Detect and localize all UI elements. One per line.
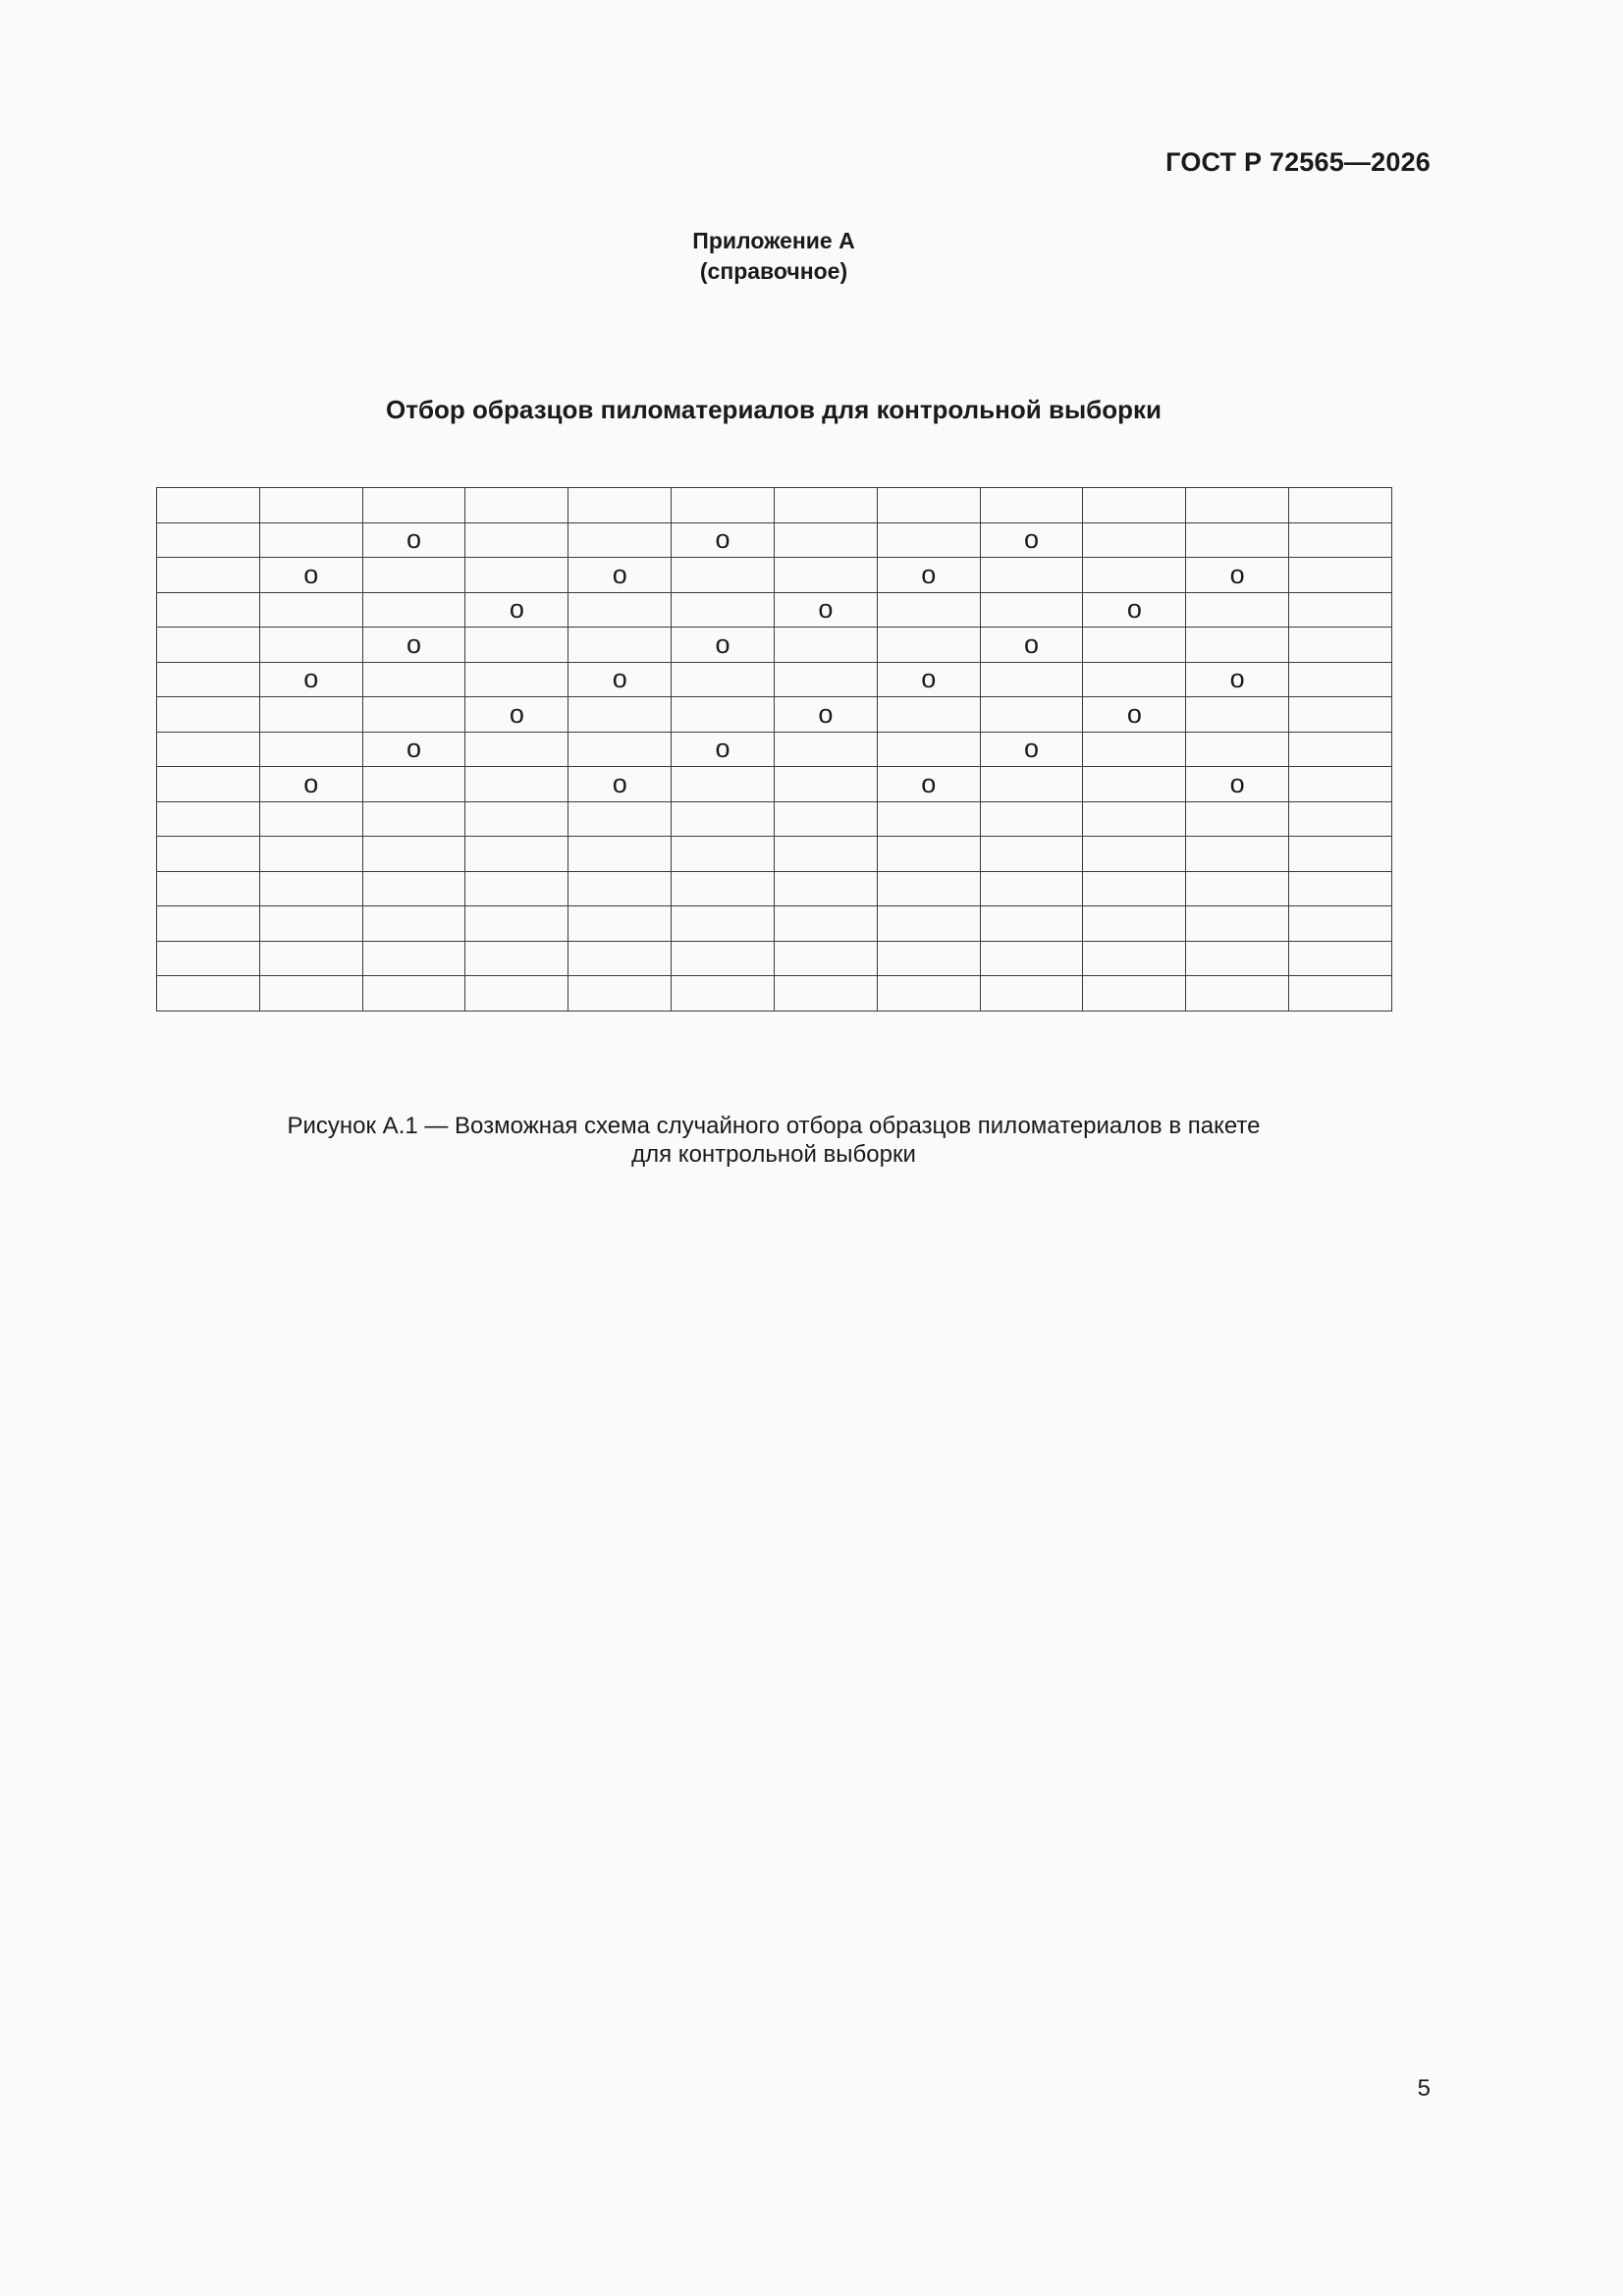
grid-cell [1289,941,1392,976]
grid-cell [465,837,568,872]
grid-cell [774,628,877,663]
grid-cell [1289,697,1392,733]
grid-row [157,732,1392,767]
grid-row [157,697,1392,733]
grid-cell [465,801,568,837]
grid-cell [672,697,775,733]
grid-cell [774,837,877,872]
grid-cell [672,662,775,697]
grid-cell [1083,941,1186,976]
grid-cell-sample-marker: о [259,558,362,593]
grid-cell [980,801,1083,837]
grid-cell [672,558,775,593]
grid-cell [877,697,980,733]
grid-cell [157,558,260,593]
grid-cell [157,801,260,837]
grid-cell [568,941,672,976]
section-title: Отбор образцов пиломатериалов для контрольной выборки [386,395,1162,424]
grid-row [157,837,1392,872]
grid-cell [1083,871,1186,906]
grid-cell [362,592,465,628]
grid-cell [362,906,465,942]
grid-cell [1083,906,1186,942]
grid-cell-sample-marker: о [1186,558,1289,593]
grid-cell [568,871,672,906]
grid-cell-sample-marker: о [980,732,1083,767]
grid-cell [465,976,568,1011]
grid-cell [1289,906,1392,942]
figure-caption [0,1112,1547,1169]
grid-cell [1186,488,1289,523]
grid-cell [465,941,568,976]
grid-cell [259,628,362,663]
grid-cell [1186,732,1289,767]
grid-cell [774,801,877,837]
grid-cell [568,592,672,628]
grid-cell [980,941,1083,976]
grid-cell [1289,732,1392,767]
grid-cell [568,801,672,837]
grid-cell [157,488,260,523]
grid-cell [157,697,260,733]
grid-cell [1186,976,1289,1011]
grid-cell [1186,837,1289,872]
grid-cell [465,488,568,523]
grid-cell [672,906,775,942]
grid-cell [1289,767,1392,802]
grid-cell [465,522,568,558]
grid-row [157,592,1392,628]
grid-cell [157,592,260,628]
grid-cell [465,906,568,942]
grid-cell [362,837,465,872]
grid-cell [1289,837,1392,872]
grid-cell [774,976,877,1011]
grid-cell-sample-marker: о [259,662,362,697]
grid-row [157,941,1392,976]
grid-cell [1289,628,1392,663]
grid-cell [877,941,980,976]
grid-cell [774,941,877,976]
grid-cell [1186,801,1289,837]
grid-cell [1186,697,1289,733]
grid-cell-sample-marker: о [672,628,775,663]
grid-cell [259,488,362,523]
grid-cell [259,592,362,628]
grid-cell [672,488,775,523]
grid-row [157,801,1392,837]
grid-row [157,871,1392,906]
grid-cell [1083,628,1186,663]
grid-cell-sample-marker: о [362,732,465,767]
grid-cell-sample-marker: о [877,558,980,593]
grid-row [157,558,1392,593]
grid-cell [362,941,465,976]
grid-cell [362,767,465,802]
grid-cell [157,941,260,976]
grid-cell [259,976,362,1011]
grid-cell [980,976,1083,1011]
grid-cell [1083,767,1186,802]
grid-cell [877,906,980,942]
grid-cell [362,976,465,1011]
grid-cell [1289,662,1392,697]
grid-cell [568,976,672,1011]
grid-cell [157,767,260,802]
grid-cell [157,976,260,1011]
grid-cell [157,522,260,558]
grid-cell [259,522,362,558]
grid-cell [1186,906,1289,942]
grid-cell-sample-marker: о [774,592,877,628]
grid-cell [980,767,1083,802]
grid-cell [877,488,980,523]
grid-cell-sample-marker: о [672,732,775,767]
grid-cell [980,697,1083,733]
grid-cell-sample-marker: о [1083,592,1186,628]
grid-cell [1289,871,1392,906]
grid-cell [877,837,980,872]
appendix-heading [0,226,1547,287]
grid-cell-sample-marker: о [980,522,1083,558]
grid-cell-sample-marker: о [465,592,568,628]
grid-cell [774,558,877,593]
grid-cell [1083,662,1186,697]
grid-cell [877,871,980,906]
grid-cell [568,522,672,558]
grid-cell [362,697,465,733]
grid-cell [1083,837,1186,872]
grid-row [157,906,1392,942]
grid-cell [465,662,568,697]
figure-caption-line-1: Рисунок А.1 — Возможная схема случайного отбора образцов пиломатериалов в пакете [287,1113,1261,1139]
grid-cell [1186,628,1289,663]
grid-row [157,628,1392,663]
grid-cell [672,941,775,976]
page-number: 5 [1417,2075,1431,2102]
grid-cell [259,906,362,942]
grid-cell [568,732,672,767]
grid-cell-sample-marker: о [1083,697,1186,733]
grid-cell [774,522,877,558]
grid-cell [1083,732,1186,767]
grid-cell [157,662,260,697]
grid-cell [877,732,980,767]
grid-cell [259,732,362,767]
grid-cell [877,522,980,558]
grid-cell [1083,488,1186,523]
grid-cell [157,906,260,942]
grid-cell [672,767,775,802]
grid-cell-sample-marker: о [980,628,1083,663]
grid-cell [568,906,672,942]
sampling-grid-body [157,488,1392,1011]
grid-cell [980,558,1083,593]
grid-cell [774,662,877,697]
grid-cell [362,801,465,837]
grid-cell [568,628,672,663]
grid-cell [980,592,1083,628]
grid-cell [362,871,465,906]
grid-cell [465,628,568,663]
grid-cell [1289,488,1392,523]
grid-cell [980,871,1083,906]
grid-cell [465,767,568,802]
grid-cell [672,837,775,872]
grid-cell [1186,941,1289,976]
grid-cell [1186,522,1289,558]
grid-cell [1289,801,1392,837]
grid-cell [672,976,775,1011]
grid-cell [157,732,260,767]
grid-cell [465,732,568,767]
grid-cell [980,837,1083,872]
grid-cell [568,697,672,733]
grid-cell-sample-marker: о [568,662,672,697]
grid-cell-sample-marker: о [568,558,672,593]
grid-cell [465,871,568,906]
grid-cell [362,488,465,523]
grid-cell [672,801,775,837]
grid-cell [259,941,362,976]
grid-cell [877,801,980,837]
grid-cell-sample-marker: о [568,767,672,802]
grid-cell [362,662,465,697]
grid-cell [1289,976,1392,1011]
grid-cell [568,837,672,872]
grid-cell [980,488,1083,523]
grid-cell-sample-marker: о [774,697,877,733]
grid-cell [877,976,980,1011]
grid-cell [157,628,260,663]
appendix-label: Приложение А [692,228,855,253]
grid-cell-sample-marker: о [1186,767,1289,802]
grid-cell [1083,558,1186,593]
grid-cell [157,871,260,906]
grid-row [157,662,1392,697]
grid-cell [1186,871,1289,906]
grid-cell-sample-marker: о [362,522,465,558]
grid-cell [774,906,877,942]
grid-cell [1186,592,1289,628]
grid-cell [568,488,672,523]
grid-cell [1083,522,1186,558]
grid-cell [980,906,1083,942]
grid-cell-sample-marker: о [1186,662,1289,697]
document-code: ГОСТ Р 72565—2026 [1165,147,1431,177]
grid-row [157,767,1392,802]
grid-cell [774,767,877,802]
grid-cell [774,488,877,523]
grid-cell [465,558,568,593]
sampling-grid [156,487,1392,1011]
grid-row [157,488,1392,523]
grid-cell-sample-marker: о [877,767,980,802]
grid-cell-sample-marker: о [259,767,362,802]
grid-cell [157,837,260,872]
figure-caption-line-2: для контрольной выборки [631,1141,916,1168]
grid-cell [259,697,362,733]
grid-cell [774,732,877,767]
grid-cell [672,592,775,628]
grid-cell [1289,558,1392,593]
grid-cell [259,801,362,837]
grid-cell [980,662,1083,697]
appendix-kind: (справочное) [699,258,848,284]
grid-cell [1289,592,1392,628]
grid-row [157,976,1392,1011]
grid-cell-sample-marker: о [877,662,980,697]
grid-cell-sample-marker: о [672,522,775,558]
grid-cell-sample-marker: о [465,697,568,733]
grid-cell [774,871,877,906]
grid-cell [362,558,465,593]
grid-cell [1083,801,1186,837]
grid-cell [259,837,362,872]
grid-row [157,522,1392,558]
grid-cell-sample-marker: о [362,628,465,663]
grid-cell [259,871,362,906]
grid-cell [877,592,980,628]
grid-cell [672,871,775,906]
grid-cell [877,628,980,663]
grid-cell [1083,976,1186,1011]
grid-cell [1289,522,1392,558]
